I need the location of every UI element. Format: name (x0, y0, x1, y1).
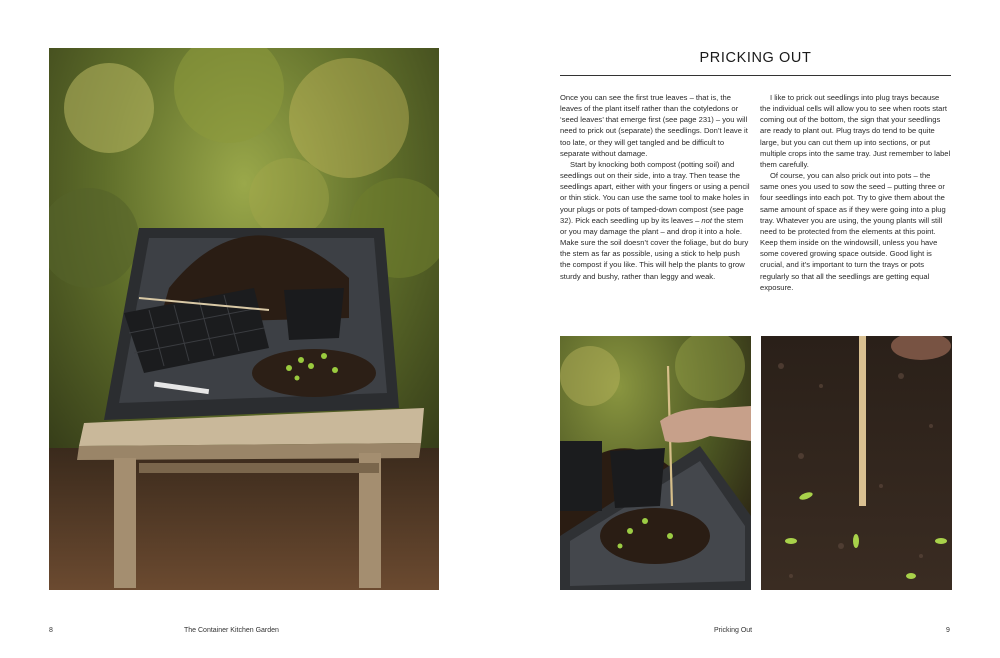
hand-pricking-out-photo (560, 336, 751, 590)
paragraph: Of course, you can also prick out into pots – the same ones you used to sow the seed – putting three or four seedlings into each pot. Try to give them about the same amount of space as if they were going into a plug tray. Whatever you are using, the young plants will still need to be protected from the elements at this point. Keep them inside on the windowsill, unless you have some covered growing space outside. Good light is crucial, and it’s important to turn the trays or pots regularly so that all the seedlings are getting equal exposure. (760, 171, 946, 292)
text-column-left (560, 92, 751, 282)
potting-bench-photo (49, 48, 439, 590)
emphasis: not (701, 215, 712, 225)
page-number-left: 8 (49, 627, 53, 634)
text-column-right (760, 92, 951, 293)
paragraph: I like to prick out seedlings into plug trays because the individual cells will allow you to see when roots start coming out of the bottom, the sign that your seedlings are ready to plant out. Plug trays do tend to be quite large, but you can cut them up into sections, or put multiple crops into the same tray. Just remember to label them carefully. (760, 93, 951, 169)
heading-rule (560, 75, 951, 76)
paragraph: Once you can see the first true leaves – that is, the leaves of the plant itself rather than the cotyledons or ‘seed leaves’ that emerge first (see page 231) – you will need to prick out (separate) the seedlings. Don’t leave it too late, or they will get tangled and be difficult to separate without damage. (560, 93, 748, 158)
page-heading: PRICKING OUT (699, 50, 812, 66)
running-head-left: The Container Kitchen Garden (184, 627, 279, 634)
running-head-right: Pricking Out (714, 627, 753, 634)
paragraph: Start by knocking both compost (potting soil) and seedlings out on their side, into a tray. Then tease the seedlings apart, either with your fingers or using a pencil or thin stick. You can use the same tool to make holes in your plugs or pots of tamped-down compost (see page 32). Pick each seedling up by its leaves – not the stem or you may damage the plant – and drop it into a hole. Make sure the soil doesn’t cover the foliage, but do bury the stem as far as possible, using a stick to help push the compost if you like. This will help the plants to grow sturdy and bushy, rather than leggy and weak. (560, 159, 750, 281)
page-number-right: 9 (946, 627, 950, 634)
stick-in-compost-photo (761, 336, 952, 590)
